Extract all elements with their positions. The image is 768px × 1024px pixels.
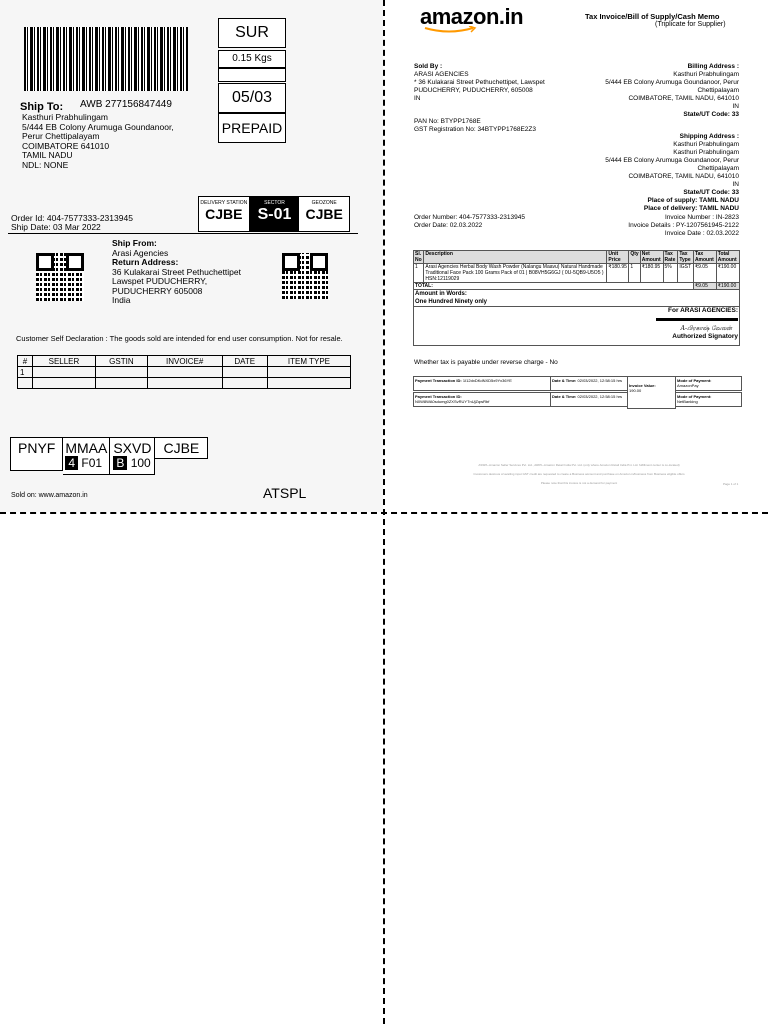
awb-barcode xyxy=(24,27,188,91)
sur-box xyxy=(218,18,286,48)
qr-code-left xyxy=(36,253,84,301)
return-address-line: India xyxy=(112,295,131,305)
payment-1-mode xyxy=(675,376,742,391)
billing-line: IN xyxy=(732,103,739,110)
invoice-value: 190.00 xyxy=(629,388,642,393)
table-header: Sl. No xyxy=(414,251,424,264)
footer-line: Please note that this invoice is not a demand for payment xyxy=(540,481,618,485)
label-divider xyxy=(8,233,358,234)
billing-line: COIMBATORE, TAMIL NADU, 641010 xyxy=(628,95,739,102)
route-code: SXVD xyxy=(113,440,152,456)
billing-label: Billing Address : xyxy=(687,63,739,70)
payment-1-datetime xyxy=(550,376,628,391)
route-code-cell xyxy=(110,437,155,475)
invoice-items-table xyxy=(413,250,740,346)
payment-2-id xyxy=(413,392,551,407)
billing-line: Kasthuri Prabhulingam xyxy=(673,71,739,78)
payment-id: 1I12dxDKdNXD5x9Yx36YE xyxy=(462,378,512,383)
table-cell: 1 xyxy=(414,264,424,283)
shipping-label: Shipping Address : xyxy=(679,133,739,140)
amazon-logo-text: amazon.in xyxy=(420,4,524,29)
amount-words-label: Amount in Words: xyxy=(415,291,467,297)
table-header: Unit Price xyxy=(607,251,629,264)
payment-id-label: Payment Transaction ID: xyxy=(415,378,462,383)
sold-by-line: PUDUCHERRY, PUDUCHERRY, 605008 xyxy=(414,87,533,94)
tax-ids xyxy=(414,118,536,134)
decl-row-number: 1 xyxy=(18,367,33,378)
decl-header: DATE xyxy=(222,356,267,367)
date-code-box xyxy=(218,83,286,113)
sector-cell xyxy=(250,197,300,231)
amount-in-words: One Hundred Ninety only xyxy=(415,299,488,305)
ship-from-name: Arasi Agencies xyxy=(112,247,169,258)
ship-to-line: Kasthuri Prabhulingam xyxy=(22,112,108,122)
table-header: Tax Type xyxy=(678,251,694,264)
ship-to-line: NDL: NONE xyxy=(22,159,69,170)
weight-box xyxy=(218,50,286,68)
billing-line: Chettipalayam xyxy=(697,87,739,94)
invoice-value-label: Invoice Value: xyxy=(629,383,656,388)
invoice-value-cell xyxy=(627,376,676,409)
geozone: CJBE xyxy=(305,206,343,222)
sold-by-block xyxy=(414,63,545,103)
total-amount: ₹190.00 xyxy=(716,283,739,290)
invoice-subtitle: (Triplicate for Supplier) xyxy=(655,21,726,28)
ship-from-label: Ship From: xyxy=(112,238,157,248)
sold-by-line: * 36 Kulakarai Street Pethuchettipet, Lawspet xyxy=(414,79,545,86)
total-tax: ₹9.05 xyxy=(693,283,716,290)
order-date: Order Date: 02.03.2022 xyxy=(414,222,483,229)
table-header: Qty xyxy=(629,251,640,264)
table-cell: ₹190.00 xyxy=(716,264,739,283)
shipping-state-code: State/UT Code: 33 xyxy=(683,189,739,196)
routing-codes xyxy=(10,437,208,475)
table-cell: Arasi Agencies Herbal Body Wash Powder (Nalangu Maavu) Natural Handmade Traditional Face Pack 100 Grams Pack of 01 | B08VH5G6GJ ( 0U-5QB9-U5O5 ) HSN:12119029 xyxy=(424,264,607,283)
payment-box xyxy=(218,113,286,143)
ship-to-label: Ship To: xyxy=(20,101,64,113)
route-badge-value: 100 xyxy=(130,456,151,470)
payment-1-id xyxy=(413,376,551,391)
payment-mode: NetBanking xyxy=(677,399,698,404)
invoice-footer xyxy=(420,461,738,488)
geozone-cell xyxy=(299,197,349,231)
page-number: Page 1 of 1 xyxy=(723,482,739,486)
table-cell: IGST xyxy=(678,264,694,283)
payment-datetime: 02/03/2022, 12:58:15 hrs xyxy=(577,378,622,383)
authorized-signatory: Authorized Signatory xyxy=(672,333,738,340)
table-header: Tax Rate xyxy=(663,251,678,264)
table-cell: 5% xyxy=(663,264,678,283)
carrier-code: ATSPL xyxy=(263,485,307,501)
delivery-station-label: DELIVERY STATION xyxy=(200,200,248,206)
return-address-label: Return Address: xyxy=(112,257,179,267)
order-info xyxy=(414,214,525,230)
order-id: Order Id: 404-7577333-2313945 xyxy=(11,213,133,223)
return-address-line: 36 Kulakarai Street Pethuchettipet xyxy=(112,266,241,277)
reverse-charge-note: Whether tax is payable under reverse charge - No xyxy=(414,359,558,366)
payment-datetime-label: Date & Time: xyxy=(552,378,577,383)
signature: A-பிரகாஷ் வேலன் xyxy=(680,325,732,332)
shipping-line: Kasthuri Prabhulingam xyxy=(673,149,739,156)
awb-number: AWB 277156847449 xyxy=(80,99,172,110)
sur-code: SUR xyxy=(235,24,269,41)
payment-2-mode xyxy=(675,392,742,407)
shipping-line: Kasthuri Prabhulingam xyxy=(673,141,739,148)
billing-line: 5/444 EB Colony Arumuga Goundanoor, Perur xyxy=(605,79,739,86)
sold-by-line: IN xyxy=(414,95,421,102)
table-header: Tax Amount xyxy=(693,251,716,264)
ship-to-line: 5/444 EB Colony Arumuga Goundanoor, xyxy=(22,121,174,132)
shipping-line: COIMBATORE, TAMIL NADU, 641010 xyxy=(628,173,739,180)
redaction-bar xyxy=(656,318,738,321)
footer-line: Customers desirous of availing input GST credit are requested to create a Business account and purchase on Amazon.in/business from Business eligible offers xyxy=(473,472,685,476)
ship-to-line: Perur Chettipalayam xyxy=(22,131,100,141)
table-cell: ₹9.05 xyxy=(693,264,716,283)
sold-by-label: Sold By : xyxy=(414,63,443,70)
decl-header: INVOICE# xyxy=(147,356,222,367)
ship-from-block xyxy=(112,239,241,306)
decl-header: GSTIN xyxy=(95,356,147,367)
route-badge: B xyxy=(113,456,127,470)
gst-number: GST Registration No: 34BTYPP1768E2Z3 xyxy=(414,126,536,133)
payment-2-datetime xyxy=(550,392,628,407)
return-address-line: PUDUCHERRY 605008 xyxy=(112,285,203,296)
pan-number: PAN No: BTYPP1768E xyxy=(414,118,481,125)
total-label: TOTAL: xyxy=(414,283,694,290)
amazon-smile-icon xyxy=(423,26,479,34)
place-of-delivery: Place of delivery: TAMIL NADU xyxy=(643,205,739,212)
table-cell: ₹180.95 xyxy=(640,264,663,283)
table-header: Description xyxy=(424,251,607,264)
qr-code-right xyxy=(282,253,328,299)
sector-label: SECTOR xyxy=(264,200,285,206)
route-code: PNYF xyxy=(10,437,63,471)
route-code-cell xyxy=(63,437,110,475)
billing-block xyxy=(560,63,739,119)
customer-declaration: Customer Self Declaration : The goods sold are intended for end user consumption. Not for resale. xyxy=(16,334,343,343)
ship-to-line: COIMBATORE 641010 xyxy=(22,140,110,151)
delivery-station: CJBE xyxy=(205,206,243,222)
payment-mode-label: Mode of Payment: xyxy=(677,394,712,399)
decl-header: ITEM TYPE xyxy=(267,356,350,367)
shipping-line: 5/444 EB Colony Arumuga Goundanoor, Perur xyxy=(605,157,739,164)
zone-box xyxy=(198,196,350,232)
route-code: CJBE xyxy=(155,437,208,459)
route-code: MMAA xyxy=(65,440,108,456)
payment-datetime-label: Date & Time: xyxy=(552,394,577,399)
place-of-supply: Place of supply: TAMIL NADU xyxy=(647,197,739,204)
return-address-line: Lawspet PUDUCHERRY, xyxy=(112,276,208,286)
payment-type: PREPAID xyxy=(221,120,283,136)
table-row xyxy=(414,264,740,283)
signatory-company: For ARASI AGENCIES: xyxy=(668,307,738,314)
invoice-number: Invoice Number : IN-2823 xyxy=(664,214,739,221)
table-header: Net Amount xyxy=(640,251,663,264)
shipping-block xyxy=(560,133,739,213)
blank-box xyxy=(218,68,286,82)
ship-to-address xyxy=(22,113,174,170)
payment-id-label: Payment Transaction ID: xyxy=(415,394,462,399)
sold-on: Sold on: www.amazon.in xyxy=(11,492,88,499)
decl-header: # xyxy=(18,356,33,367)
declaration-table xyxy=(17,355,351,389)
footer-line: ASSPL-Amazon Seller Services Pvt. Ltd., ARIPL-Amazon Retail India Pvt. Ltd. (only where Amazon Retail India Pvt. Ltd. fulfillment center is co-located) xyxy=(478,463,680,467)
payment-id: N0W8WA0sdumg0ZXSvRUYTnUjZqwRbf xyxy=(415,399,490,404)
table-cell: ₹180.95 xyxy=(607,264,629,283)
route-badge: 4 xyxy=(65,456,78,470)
payment-mode: AmazonPay xyxy=(677,383,699,388)
ship-date: Ship Date: 03 Mar 2022 xyxy=(11,222,101,232)
geozone-label: GEOZONE xyxy=(311,200,337,206)
decl-header: SELLER xyxy=(33,356,96,367)
shipping-line: IN xyxy=(732,181,739,188)
route-badge-value: F01 xyxy=(81,456,103,470)
horizontal-cut-line xyxy=(0,512,768,514)
payment-mode-label: Mode of Payment: xyxy=(677,378,712,383)
table-cell: 1 xyxy=(629,264,640,283)
date-code: 05/03 xyxy=(231,89,273,106)
table-header: Total Amount xyxy=(716,251,739,264)
billing-state-code: State/UT Code: 33 xyxy=(683,111,739,118)
invoice-date: Invoice Date : 02.03.2022 xyxy=(664,230,739,237)
invoice-info xyxy=(560,214,739,238)
delivery-station-cell xyxy=(199,197,250,231)
order-number: Order Number: 404-7577333-2313945 xyxy=(414,214,525,221)
sector: S-01 xyxy=(257,206,292,223)
shipping-line: Chettipalayam xyxy=(697,165,739,172)
payment-datetime: 02/03/2022, 12:58:15 hrs xyxy=(577,394,622,399)
ship-to-line: TAMIL NADU xyxy=(22,150,73,160)
package-weight: 0.15 Kgs xyxy=(232,53,272,64)
sold-by-line: ARASI AGENCIES xyxy=(414,71,469,78)
invoice-title: Tax Invoice/Bill of Supply/Cash Memo xyxy=(585,12,720,21)
invoice-details: Invoice Details : PY-1207561945-2122 xyxy=(628,222,739,229)
